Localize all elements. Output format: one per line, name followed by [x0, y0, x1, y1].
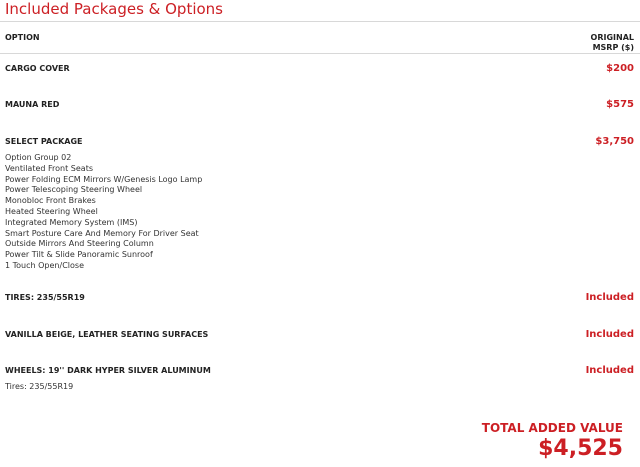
title-divider	[0, 21, 640, 22]
option-price: Included	[585, 365, 634, 376]
option-price: Included	[585, 292, 634, 303]
list-item: 1 Touch Open/Close	[5, 260, 84, 270]
option-name: CARGO COVER	[5, 64, 70, 73]
option-name: TIRES: 235/55R19	[5, 293, 85, 302]
list-item: Power Tilt & Slide Panoramic Sunroof	[5, 250, 153, 260]
option-column-header: OPTION	[5, 33, 40, 42]
option-name: MAUNA RED	[5, 100, 60, 109]
msrp-header-line-1: ORIGINAL	[590, 33, 634, 42]
list-item: Tires: 235/55R19	[5, 382, 74, 391]
wheel-details-list	[5, 382, 73, 393]
list-item: Outside Mirrors And Steering Column	[5, 239, 154, 249]
total-added-value-amount: $4,525	[538, 436, 623, 461]
list-item: Power Telescoping Steering Wheel	[5, 185, 143, 195]
option-price: $3,750	[595, 136, 634, 147]
option-price: Included	[585, 329, 634, 340]
list-item: Integrated Memory System (IMS)	[5, 217, 138, 227]
list-item: Ventilated Front Seats	[5, 163, 93, 173]
option-price: $575	[606, 99, 634, 110]
msrp-header-line-2: MSRP ($)	[592, 43, 634, 52]
option-name: WHEELS: 19'' DARK HYPER SILVER ALUMINUM	[5, 366, 211, 375]
option-name: SELECT PACKAGE	[5, 137, 83, 146]
list-item: Smart Posture Care And Memory For Driver Seat	[5, 228, 199, 238]
list-item: Power Folding ECM Mirrors W/Genesis Logo Lamp	[5, 174, 203, 184]
list-item: Option Group 02	[5, 153, 72, 162]
list-item: Heated Steering Wheel	[5, 206, 98, 216]
package-contents-list	[5, 153, 202, 272]
option-name: VANILLA BEIGE, LEATHER SEATING SURFACES	[5, 330, 209, 339]
msrp-column-header	[574, 33, 634, 53]
header-divider	[0, 53, 640, 54]
page-title: Included Packages & Options	[5, 0, 223, 18]
total-added-value-label: TOTAL ADDED VALUE	[481, 421, 623, 435]
list-item: Monobloc Front Brakes	[5, 196, 96, 206]
option-price: $200	[606, 63, 634, 74]
